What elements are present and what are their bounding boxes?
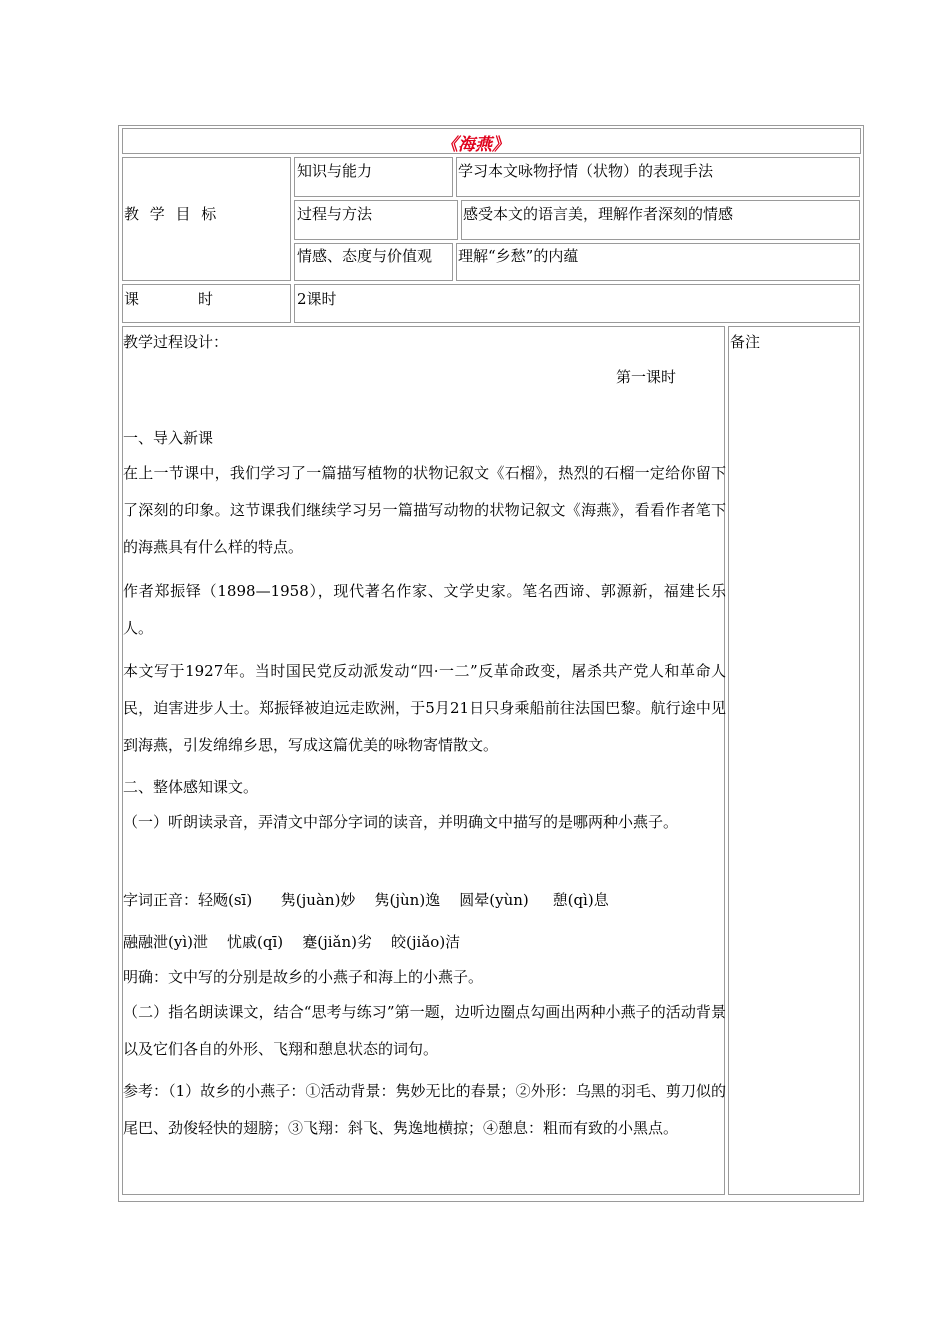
- pronunciation-line-2: 融融泄(yì)泄 忧戚(qī) 蹇(jiǎn)劣 皎(jiǎo)洁: [123, 933, 461, 951]
- step-2-paragraph: （二）指名朗读课文，结合“思考与练习”第一题，边听边圈点勾画出两种小燕子的活动背景以及它们各自的外形、飞翔和憩息状态的词句。: [123, 1003, 726, 1058]
- lesson-label: 第一课时: [616, 368, 677, 386]
- process-heading: 教学过程设计：: [123, 333, 229, 351]
- objective-content-3: 理解“乡愁”的内蕴: [458, 247, 579, 265]
- background-paragraph: 本文写于1927年。当时国民党反动派发动“四·一二”反革命政变，屠杀共产党人和革命人民，迫害进步人士。郑振铎被迫远走欧洲，于5月21日只身乘船前往法国巴黎。航行途中见到海燕，引发绵绵乡思，写成这篇优美的咏物寄情散文。: [123, 662, 726, 754]
- objective-dimension-2: 过程与方法: [297, 205, 373, 223]
- objective-dimension-3: 情感、态度与价值观: [297, 247, 433, 265]
- section-1-heading: 一、导入新课: [123, 429, 214, 447]
- period-label-left: 课: [124, 290, 140, 308]
- step-1-paragraph: （一）听朗读录音，弄清文中部分字词的读音，并明确文中描写的是哪两种小燕子。: [123, 813, 679, 831]
- objective-content-2: 感受本文的语言美，理解作者深刻的情感: [463, 205, 734, 223]
- author-paragraph: 作者郑振铎（1898—1958），现代著名作家、文学史家。笔名西谛、郭源新，福建长乐人。: [123, 582, 726, 637]
- objective-content-1: 学习本文咏物抒情（状物）的表现手法: [458, 162, 714, 180]
- period-value-cell: [294, 284, 860, 323]
- remarks-cell: [728, 326, 860, 1195]
- clarify-line: 明确：文中写的分别是故乡的小燕子和海上的小燕子。: [123, 968, 484, 986]
- objectives-label: 教 学 目 标: [124, 205, 220, 223]
- remarks-label: 备注: [730, 333, 761, 351]
- section-2-heading: 二、整体感知课文。: [123, 778, 259, 796]
- pronunciation-line-1: 字词正音：轻飏(sī) 隽(juàn)妙 隽(jùn)逸 圆晕(yùn) 憩(qì)息: [123, 891, 609, 909]
- reference-paragraph: 参考：（1）故乡的小燕子：①活动背景：隽妙无比的春景；②外形：乌黑的羽毛、剪刀似的尾巴、劲俊轻快的翅膀；③飞翔：斜飞、隽逸地横掠；④憩息：粗而有致的小黑点。: [123, 1082, 726, 1137]
- period-label-right: 时: [198, 290, 214, 308]
- objective-dimension-1: 知识与能力: [297, 162, 373, 180]
- page-title: 《海燕》: [441, 135, 509, 155]
- intro-paragraph: 在上一节课中，我们学习了一篇描写植物的状物记叙文《石榴》，热烈的石榴一定给你留下了深刻的印象。这节课我们继续学习另一篇描写动物的状物记叙文《海燕》，看看作者笔下的海燕具有什么样的特点。: [123, 464, 726, 556]
- period-value: 2课时: [297, 290, 337, 308]
